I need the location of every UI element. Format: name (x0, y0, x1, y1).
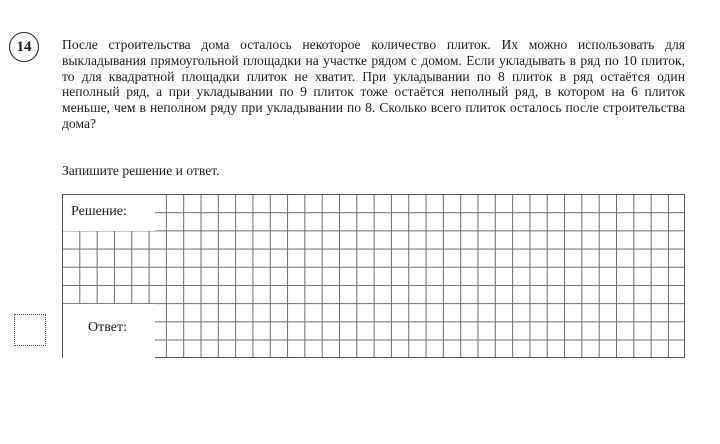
score-box[interactable] (14, 314, 46, 346)
task-number-badge (9, 32, 39, 62)
task-statement: После строительства дома осталось некоторое количество плиток. Их можно использовать для выкладывания прямоугольной площадки на участке рядом с домом. Если укладывать в ряд по 10 плиток, то для квадратной площадки плиток не хватит. При укладывании по 8 плиток в ряд остаётся один неполный ряд, а при укладывании по 9 плиток тоже остаётся неполный ряд, в котором на 6 плиток меньше, чем в неполном ряду при укладывании по 8. Сколько всего плиток осталось после строительства дома? (62, 37, 685, 131)
solution-label: Решение: (63, 195, 155, 231)
answer-label: Ответ: (63, 304, 155, 358)
task-instruction: Запишите решение и ответ. (62, 163, 220, 178)
answer-grid[interactable] (62, 194, 685, 358)
task-number: 14 (16, 38, 32, 55)
